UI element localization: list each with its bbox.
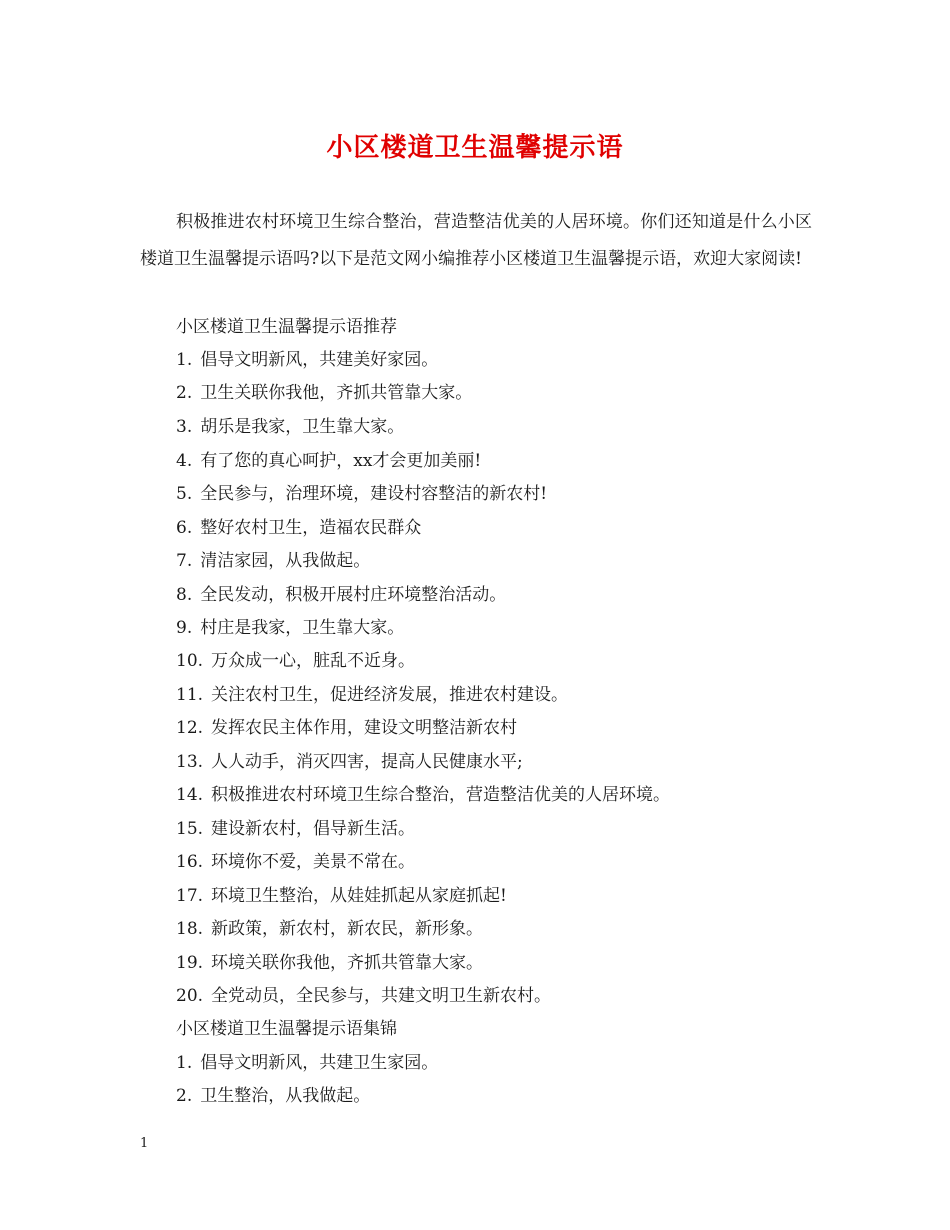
list-item xyxy=(176,684,568,706)
section-heading-recommend: 小区楼道卫生温馨提示语推荐 xyxy=(176,317,397,337)
page-number: 1 xyxy=(140,1136,149,1151)
list-number: 1. xyxy=(176,350,193,370)
list-item xyxy=(176,851,415,873)
list-number: 11. xyxy=(176,685,204,705)
section-heading-collection: 小区楼道卫生温馨提示语集锦 xyxy=(176,1019,397,1039)
list-text: 人人动手，消灭四害，提高人民健康水平; xyxy=(211,752,523,772)
list-item xyxy=(176,349,438,371)
list-number: 5. xyxy=(176,484,193,504)
list-item xyxy=(176,550,370,572)
list-number: 17. xyxy=(176,886,204,906)
list-text: 关注农村卫生，促进经济发展，推进农村建设。 xyxy=(211,685,569,705)
list-number: 2. xyxy=(176,1086,193,1106)
list-number: 13. xyxy=(176,752,204,772)
list-text: 村庄是我家，卫生靠大家。 xyxy=(200,618,405,638)
list-text: 环境关联你我他，齐抓共管靠大家。 xyxy=(211,953,484,973)
list-item xyxy=(176,885,507,907)
list-item xyxy=(176,584,506,606)
list-text: 倡导文明新风，共建卫生家园。 xyxy=(200,1053,439,1073)
list-text: 新政策，新农村，新农民，新形象。 xyxy=(211,919,484,939)
list-text: 环境卫生整治，从娃娃抓起从家庭抓起! xyxy=(211,886,507,906)
list-item xyxy=(176,382,472,404)
list-item xyxy=(176,717,517,739)
list-item xyxy=(176,650,415,672)
list-text: 倡导文明新风，共建美好家园。 xyxy=(200,350,439,370)
list-number: 9. xyxy=(176,618,193,638)
list-text: 清洁家园，从我做起。 xyxy=(200,551,371,571)
list-item xyxy=(176,450,481,472)
list-number: 1. xyxy=(176,1053,193,1073)
list-number: 20. xyxy=(176,986,204,1006)
list-text: 卫生整治，从我做起。 xyxy=(200,1086,371,1106)
list-text: 全党动员，全民参与，共建文明卫生新农村。 xyxy=(211,986,552,1006)
list-item xyxy=(176,1085,370,1107)
list-number: 4. xyxy=(176,451,193,471)
list-item xyxy=(176,751,523,773)
list-text: 建设新农村，倡导新生活。 xyxy=(211,819,416,839)
list-item xyxy=(176,818,415,840)
list-text: 有了您的真心呵护，xx才会更加美丽! xyxy=(200,451,482,471)
list-text: 全民参与，治理环境，建设村容整洁的新农村! xyxy=(200,484,548,504)
list-number: 15. xyxy=(176,819,204,839)
list-item xyxy=(176,985,551,1007)
list-text: 卫生关联你我他，齐抓共管靠大家。 xyxy=(200,383,473,403)
list-text: 胡乐是我家，卫生靠大家。 xyxy=(200,417,405,437)
list-text: 环境你不爱，美景不常在。 xyxy=(211,852,416,872)
list-item xyxy=(176,517,421,539)
list-text: 发挥农民主体作用，建设文明整洁新农村 xyxy=(211,718,518,738)
list-number: 10. xyxy=(176,651,204,671)
list-text: 全民发动，积极开展村庄环境整治活动。 xyxy=(200,585,507,605)
list-text: 整好农村卫生，造福农民群众 xyxy=(200,518,422,538)
list-text: 积极推进农村环境卫生综合整治，营造整洁优美的人居环境。 xyxy=(211,785,671,805)
list-number: 14. xyxy=(176,785,204,805)
list-number: 7. xyxy=(176,551,193,571)
list-item xyxy=(176,1052,438,1074)
list-item xyxy=(176,952,483,974)
list-number: 6. xyxy=(176,518,193,538)
list-number: 3. xyxy=(176,417,193,437)
intro-paragraph: 积极推进农村环境卫生综合整治，营造整洁优美的人居环境。你们还知道是什么小区楼道卫生温馨提示语吗?以下是范文网小编推荐小区楼道卫生温馨提示语，欢迎大家阅读! xyxy=(140,212,812,269)
list-number: 12. xyxy=(176,718,204,738)
document-title: 小区楼道卫生温馨提示语 xyxy=(326,133,624,163)
list-item xyxy=(176,416,404,438)
list-item xyxy=(176,617,404,639)
list-number: 19. xyxy=(176,953,204,973)
list-item xyxy=(176,784,670,806)
list-text: 万众成一心，脏乱不近身。 xyxy=(211,651,416,671)
list-number: 8. xyxy=(176,585,193,605)
list-item xyxy=(176,483,547,505)
list-item xyxy=(176,918,483,940)
list-number: 2. xyxy=(176,383,193,403)
list-number: 18. xyxy=(176,919,204,939)
list-number: 16. xyxy=(176,852,204,872)
